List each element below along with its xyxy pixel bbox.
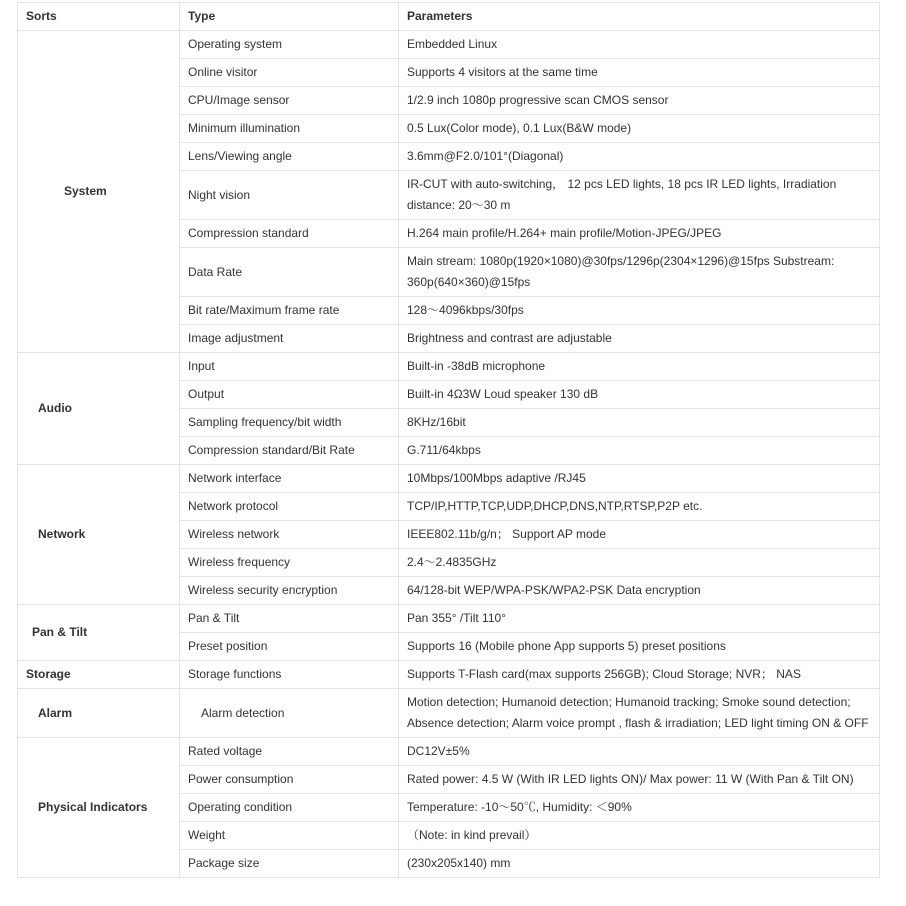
param-cell: 2.4～2.4835GHz [399, 549, 880, 577]
param-cell: IEEE802.11b/g/n； Support AP mode [399, 521, 880, 549]
type-cell: Sampling frequency/bit width [180, 409, 399, 437]
type-cell: Compression standard/Bit Rate [180, 437, 399, 465]
param-cell: （Note: in kind prevail） [399, 822, 880, 850]
table-row [18, 605, 880, 633]
type-cell: Power consumption [180, 766, 399, 794]
table-row [18, 738, 880, 766]
type-cell: Image adjustment [180, 325, 399, 353]
param-cell: Embedded Linux [399, 31, 880, 59]
type-cell: Operating system [180, 31, 399, 59]
type-cell: Output [180, 381, 399, 409]
type-cell: Lens/Viewing angle [180, 143, 399, 171]
param-cell: Supports T-Flash card(max supports 256GB); Cloud Storage; NVR； NAS [399, 661, 880, 689]
type-cell: Online visitor [180, 59, 399, 87]
type-cell: Wireless frequency [180, 549, 399, 577]
param-cell: Temperature: -10～50℃, Humidity: ＜90% [399, 794, 880, 822]
param-cell: 8KHz/16bit [399, 409, 880, 437]
param-cell: 64/128-bit WEP/WPA-PSK/WPA2-PSK Data encryption [399, 577, 880, 605]
sort-storage: Storage [18, 661, 180, 689]
sort-physical-indicators: Physical Indicators [18, 738, 180, 878]
param-cell: 10Mbps/100Mbps adaptive /RJ45 [399, 465, 880, 493]
type-cell: Bit rate/Maximum frame rate [180, 297, 399, 325]
param-cell: (230x205x140) mm [399, 850, 880, 878]
type-cell: Preset position [180, 633, 399, 661]
param-cell: 3.6mm@F2.0/101°(Diagonal) [399, 143, 880, 171]
type-cell: Pan & Tilt [180, 605, 399, 633]
param-cell: TCP/IP,HTTP,TCP,UDP,DHCP,DNS,NTP,RTSP,P2P etc. [399, 493, 880, 521]
type-cell: Alarm detection [180, 689, 399, 738]
param-cell: Motion detection; Humanoid detection; Humanoid tracking; Smoke sound detection; Absence detection; Alarm voice prompt , flash & irradiation; LED light timing ON & OFF [399, 689, 880, 738]
param-cell: Main stream: 1080p(1920×1080)@30fps/1296p(2304×1296)@15fps Substream: 360p(640×360)@15fps [399, 248, 880, 297]
param-cell: H.264 main profile/H.264+ main profile/Motion-JPEG/JPEG [399, 220, 880, 248]
table-row [18, 31, 880, 59]
type-cell: Minimum illumination [180, 115, 399, 143]
type-cell: Wireless security encryption [180, 577, 399, 605]
param-cell: Pan 355° /Tilt 110° [399, 605, 880, 633]
type-cell: Night vision [180, 171, 399, 220]
type-cell: Rated voltage [180, 738, 399, 766]
type-cell: Network interface [180, 465, 399, 493]
param-cell: Built-in -38dB microphone [399, 353, 880, 381]
sorts-header: Sorts [18, 3, 180, 31]
param-cell: 0.5 Lux(Color mode), 0.1 Lux(B&W mode) [399, 115, 880, 143]
header-row [18, 3, 880, 31]
type-cell: CPU/Image sensor [180, 87, 399, 115]
param-cell: Built-in 4Ω3W Loud speaker 130 dB [399, 381, 880, 409]
table-row [18, 661, 880, 689]
sort-pan-tilt: Pan & Tilt [18, 605, 180, 661]
type-cell: Network protocol [180, 493, 399, 521]
type-cell: Storage functions [180, 661, 399, 689]
type-cell: Operating condition [180, 794, 399, 822]
type-cell: Wireless network [180, 521, 399, 549]
spec-table [17, 2, 880, 878]
table-row [18, 353, 880, 381]
param-cell: 1/2.9 inch 1080p progressive scan CMOS sensor [399, 87, 880, 115]
param-cell: Rated power: 4.5 W (With IR LED lights ON)/ Max power: 11 W (With Pan & Tilt ON) [399, 766, 880, 794]
param-cell: Brightness and contrast are adjustable [399, 325, 880, 353]
table-row [18, 689, 880, 738]
param-cell: DC12V±5% [399, 738, 880, 766]
parameters-header: Parameters [399, 3, 880, 31]
sort-network: Network [18, 465, 180, 605]
type-cell: Compression standard [180, 220, 399, 248]
param-cell: G.711/64kbps [399, 437, 880, 465]
param-cell: IR-CUT with auto-switching， 12 pcs LED lights, 18 pcs IR LED lights, Irradiation distance: 20～30 m [399, 171, 880, 220]
type-cell: Weight [180, 822, 399, 850]
sort-system: System [18, 31, 180, 353]
type-cell: Input [180, 353, 399, 381]
param-cell: Supports 16 (Mobile phone App supports 5) preset positions [399, 633, 880, 661]
param-cell: 128～4096kbps/30fps [399, 297, 880, 325]
type-cell: Data Rate [180, 248, 399, 297]
sort-alarm: Alarm [18, 689, 180, 738]
type-header: Type [180, 3, 399, 31]
param-cell: Supports 4 visitors at the same time [399, 59, 880, 87]
sort-audio: Audio [18, 353, 180, 465]
table-row [18, 465, 880, 493]
type-cell: Package size [180, 850, 399, 878]
